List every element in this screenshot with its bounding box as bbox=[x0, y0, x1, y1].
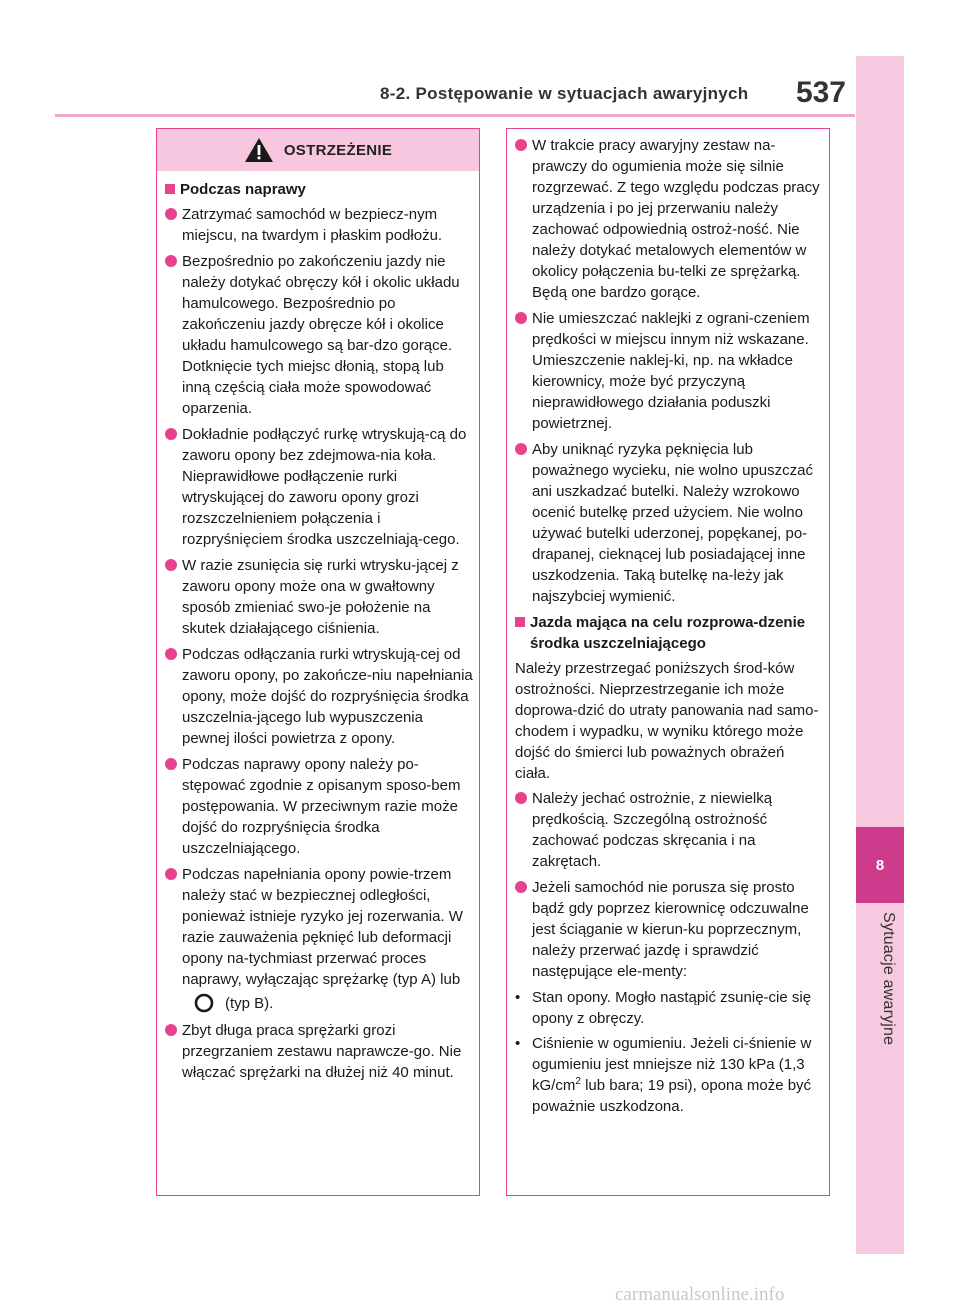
warning-box-left bbox=[156, 128, 480, 1196]
list-item-text: Nie umieszczać naklejki z ograni-czeniem prędkości w miejscu innym niż wskazane. Umieszczenie naklej-ki, np. na wkładce kierownicy, może być przyczyną nieprawidłowego działania poduszki powietrznej. bbox=[532, 310, 810, 432]
list-item bbox=[165, 644, 473, 749]
sub-bullet-text: Stan opony. Mogło nastąpić zsunię-cie się opony z obręczy. bbox=[532, 989, 812, 1027]
warning-header bbox=[157, 129, 479, 171]
section-heading bbox=[165, 179, 473, 200]
list-item bbox=[515, 877, 823, 982]
bullet-dot-icon bbox=[165, 428, 177, 440]
sub-bullet-text: Ciśnienie w ogumieniu. Jeżeli ci-śnienie w ogumieniu jest mniejsze niż 130 kPa (1,3 $kG/cm^2$ lub bara; 19 psi), opona może być poważnie uszkodzona. bbox=[532, 1035, 812, 1115]
list-item-text: Jeżeli samochód nie porusza się prosto bądź gdy poprzez kierownicę odczuwalne jest ściąganie w kierun-ku poprzecznym, należy przerwać jazdę i sprawdzić następujące ele-menty: bbox=[532, 879, 809, 980]
header-divider bbox=[55, 114, 855, 117]
list-item bbox=[165, 864, 473, 990]
page-number: 537 bbox=[795, 76, 846, 109]
left-content bbox=[157, 171, 479, 1083]
power-switch-icon bbox=[193, 992, 215, 1014]
list-item-text: W trakcie pracy awaryjny zestaw na-prawczy do ogumienia może się silnie rozgrzewać. Z tego względu podczas pracy urządzenia i po jej przerwaniu należy zachować odpowiednią ostroż-ność. Nie należy dotykać metalowych elementów w okolicy połączenia bu-telki ze sprężarką. Będą one bardzo gorące. bbox=[532, 137, 820, 301]
bullet-dot-icon bbox=[515, 139, 527, 151]
list-item-text: Podczas naprawy opony należy po-stępować zgodnie z opisanym sposo-bem postępowania. W przeciwnym razie może dojść do rozpryśnięcia środka uszczelniającego. bbox=[182, 756, 461, 857]
list-item-text: Zatrzymać samochód w bezpiecz-nym miejscu, na twardym i płaskim podłożu. bbox=[182, 206, 443, 244]
list-item bbox=[515, 439, 823, 607]
list-item-text: Zbyt długa praca sprężarki grozi przegrzaniem zestawu naprawcze-go. Nie włączać sprężarki na dłużej niż 40 minut. bbox=[182, 1022, 462, 1081]
list-item bbox=[165, 555, 473, 639]
list-item bbox=[165, 424, 473, 550]
section-heading-text: Jazda mająca na celu rozprowa-dzenie środka uszczelniającego bbox=[530, 614, 806, 652]
bullet-dot-icon bbox=[165, 758, 177, 770]
page-header bbox=[380, 78, 850, 112]
list-item-text: Należy jechać ostrożnie, z niewielką prędkością. Szczególną ostrożność zachować podczas skręcania i na zakrętach. bbox=[532, 790, 773, 870]
bullet-dot-icon bbox=[515, 443, 527, 455]
bullet-dot-icon bbox=[165, 1024, 177, 1036]
square-bullet-icon bbox=[515, 617, 525, 627]
bullet-dot-icon bbox=[165, 255, 177, 267]
list-item bbox=[165, 754, 473, 859]
list-item-text: W razie zsunięcia się rurki wtrysku-jącej z zaworu opony może ona w gwałtowny sposób zmieniać swo-je położenie na skutek działającego ciśnienia. bbox=[182, 557, 459, 637]
chapter-label: Sytuacje awaryjne bbox=[880, 912, 897, 1046]
list-item bbox=[165, 1020, 473, 1083]
list-item-text: Bezpośrednio po zakończeniu jazdy nie należy dotykać obręczy kół i okolic układu hamulcowego. Bezpośrednio po zakończeniu jazdy obręcze kół i okolice układu hamulcowego są bar-dzo gorące. Dotknięcie tych miejsc dłonią, stopą lub inną częścią ciała może spowodować oparzenia. bbox=[182, 253, 460, 417]
chapter-tab[interactable] bbox=[856, 827, 904, 903]
section-title: 8-2. Postępowanie w sytuacjach awaryjnych bbox=[380, 84, 749, 103]
bullet-dot-icon bbox=[165, 868, 177, 880]
bullet-dot-icon bbox=[165, 648, 177, 660]
list-item-text: Aby uniknąć ryzyka pęknięcia lub poważnego wycieku, nie wolno upuszczać ani uszkadzać butelki. Należy wzrokowo ocenić butelkę przed użyciem. Nie wolno używać butelki uderzonej, popękanej, po-drapanej, cieknącej lub posiadającej inne uszkodzenia. Taką butelkę na-leży jak najszybciej wymienić. bbox=[532, 441, 813, 605]
sub-bullet: • Stan opony. Mogło nastąpić zsunię-cie się opony z obręczy. bbox=[515, 987, 823, 1029]
icon-suffix-text: (typ B). bbox=[225, 994, 274, 1012]
list-item bbox=[515, 308, 823, 434]
list-item bbox=[515, 788, 823, 872]
square-bullet-icon bbox=[165, 184, 175, 194]
power-switch-line bbox=[193, 992, 473, 1014]
section-heading bbox=[515, 612, 823, 654]
list-item bbox=[165, 251, 473, 419]
bullet-dot-icon bbox=[515, 881, 527, 893]
list-item-text: Dokładnie podłączyć rurkę wtryskują-cą do zaworu opony bez zdejmowa-nia koła. Nieprawidłowe podłączenie rurki wtryskującej do zaworu opony grozi rozszczelnieniem połączenia i rozpryśnięciem środka uszczelniają-cego. bbox=[182, 426, 467, 548]
bullet-dot-icon bbox=[165, 208, 177, 220]
list-item bbox=[515, 135, 823, 303]
sub-bullet: • Ciśnienie w ogumieniu. Jeżeli ci-śnienie w ogumieniu jest mniejsze niż 130 kPa (1,3 $kG/cm^2$ lub bara; 19 psi), opona może być poważnie uszkodzona. bbox=[515, 1033, 823, 1117]
warning-triangle-icon bbox=[244, 137, 274, 163]
section-heading-text: Podczas naprawy bbox=[180, 181, 306, 198]
list-item-text: Podczas odłączania rurki wtryskują-cej od zaworu opony, po zakończe-niu napełniania opony, może dojść do rozpryśnięcia środka uszczelnia-jącego lub wypuszczenia pewnej ilości powietrza z opony. bbox=[182, 646, 473, 747]
list-item bbox=[165, 204, 473, 246]
chapter-number: 8 bbox=[875, 856, 885, 874]
bullet-dot-icon bbox=[165, 559, 177, 571]
watermark: carmanualsonline.info bbox=[615, 1284, 785, 1305]
warning-title: OSTRZEŻENIE bbox=[283, 141, 393, 159]
warning-box-right bbox=[506, 128, 830, 1196]
bullet-dot-icon bbox=[515, 312, 527, 324]
list-item-text: Podczas napełniania opony powie-trzem należy stać w bezpiecznej odległości, ponieważ istnieje ryzyko jej rozerwania. W razie zauważenia pęknięć lub deformacji opony na-tychmiast przerwać proces naprawy, wyłączając sprężarkę (typ A) lub bbox=[182, 866, 463, 988]
right-content bbox=[507, 129, 829, 1117]
paragraph: Należy przestrzegać poniższych środ-ków ostrożności. Nieprzestrzeganie ich może doprowa-dzić do utraty panowania nad samo-chodem i wypadku, w wyniku którego może dojść do śmierci lub poważnych obrażeń ciała. bbox=[515, 660, 819, 782]
bullet-dot-icon bbox=[515, 792, 527, 804]
